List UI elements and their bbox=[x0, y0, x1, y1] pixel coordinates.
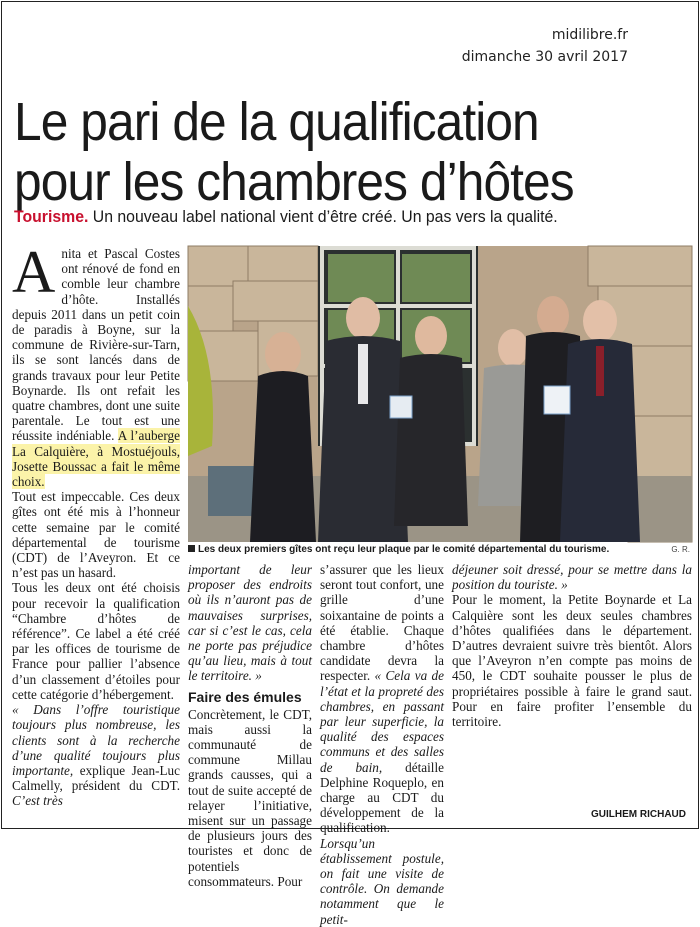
kicker-text: Un nouveau label national vient d’être créé. Un pas vers la qualité. bbox=[88, 207, 558, 226]
paragraph-tail: détaille Delphine Roqueplo, en charge au CDT du développement de la qualification. bbox=[320, 759, 444, 836]
newspaper-page bbox=[1, 1, 699, 927]
quote: C’est très bbox=[12, 793, 63, 809]
article-column-1 bbox=[12, 239, 180, 809]
article-column-4 bbox=[452, 562, 692, 729]
headline-line-2: pour les chambres d’hôtes bbox=[14, 152, 574, 212]
quote: « Dans l’offre touristique toujours plus nombreuse, les clients sont à la recherche d’une qualité toujours plus importante, bbox=[12, 702, 180, 778]
paragraph-tail: explique Jean-Luc Calmelly, président du CDT. bbox=[12, 762, 180, 794]
caption-text: Les deux premiers gîtes ont reçu leur plaque par le comité départemental du tourisme. bbox=[198, 544, 610, 555]
headline-line-1: Le pari de la qualification bbox=[14, 92, 539, 152]
quote: déjeuner soit dressé, pour se mettre dans la position du touriste. » bbox=[452, 562, 692, 593]
article-column-2 bbox=[188, 562, 312, 889]
author-signature: GUILHEM RICHAUD bbox=[591, 809, 686, 820]
caption-bullet bbox=[188, 545, 195, 552]
photo-illustration bbox=[188, 246, 692, 542]
drop-cap: A bbox=[12, 239, 56, 305]
paragraph: s’assurer que les lieux seront tout confort, une grille d’une soixantaine de points a été établie. Chaque chambre d’hôtes candidate devra la respecter. bbox=[320, 562, 444, 684]
kicker bbox=[14, 207, 656, 227]
paragraph: nita et Pascal Costes ont rénové de fond en comble leur chambre d’hôte. Installés depuis 2011 dans un petit coin de paradis à Boyne, sur la commune de Rivière-sur-Tarn, ils se sont lancés dans de grands travaux pour leur Petite Boynarde. Ils ont refait les quatre chambres, dont une suite parentale. Le tout est une réussite indéniable. bbox=[12, 246, 180, 444]
paragraph: Pour le moment, la Petite Boynarde et La Calquière sont les deux seules chambres d’hôtes qualifiées dans le département. D’autres devraient suivre très bientôt. Alors que l’Aveyron n’en compte pas moins de 450, le CDT souhaite pousser le plus de propriétaires possible à faire le grand saut. Pour en faire profiter l’ensemble du territoire. bbox=[452, 592, 692, 730]
photo-caption bbox=[188, 544, 692, 555]
article-column-3 bbox=[320, 562, 444, 927]
site-name: midilibre.fr bbox=[551, 27, 628, 43]
paragraph: Tout est impeccable. Ces deux gîtes ont été mis à l’honneur cette semaine par le comité départemental de tourisme (CDT) de l’Aveyron. Et ce n’est pas un hasard. bbox=[12, 489, 180, 581]
publication-date: dimanche 30 avril 2017 bbox=[461, 49, 628, 65]
photo-credit: G. R. bbox=[671, 545, 690, 554]
subheading: Faire des émules bbox=[188, 688, 302, 705]
headline bbox=[14, 92, 640, 212]
article-photo bbox=[188, 246, 692, 542]
section-tag: Tourisme. bbox=[14, 207, 89, 226]
highlighted-text: A l’auberge La Calquière, à Mostuéjouls, Josette Boussac a fait le même choix. bbox=[12, 428, 180, 490]
quote: Lorsqu’un établissement postule, on fait une visite de contrôle. On demande notamment que le petit- bbox=[320, 835, 444, 927]
paragraph: Concrètement, le CDT, mais aussi la communauté de commune Millau grands causses, qui a tout de suite accepté de relayer l’initiative, misent sur un passage de plusieurs jours des touristes et donc de potentiels consommateurs. Pour bbox=[188, 706, 312, 889]
masthead bbox=[462, 24, 628, 68]
quote: important de leur proposer des endroits où ils n’auront pas de mauvaises surprises, car si c’est le cas, cela ne porte pas préjudice qu’au lieu, mais à tout le territoire. » bbox=[188, 562, 312, 684]
quote: « Cela va de l’état et la propreté des chambres, en passant par leur superficie, la qualité des espaces communs et des salles de bain, bbox=[320, 668, 444, 775]
paragraph: Tous les deux ont été choisis pour recevoir la qualification “Chambre d’hôtes de référence”. Ce label a été créé par les offices de tourisme de France pour pallier l’absence d’un classement d’étoiles pour cette catégorie d’hébergement. bbox=[12, 580, 180, 702]
